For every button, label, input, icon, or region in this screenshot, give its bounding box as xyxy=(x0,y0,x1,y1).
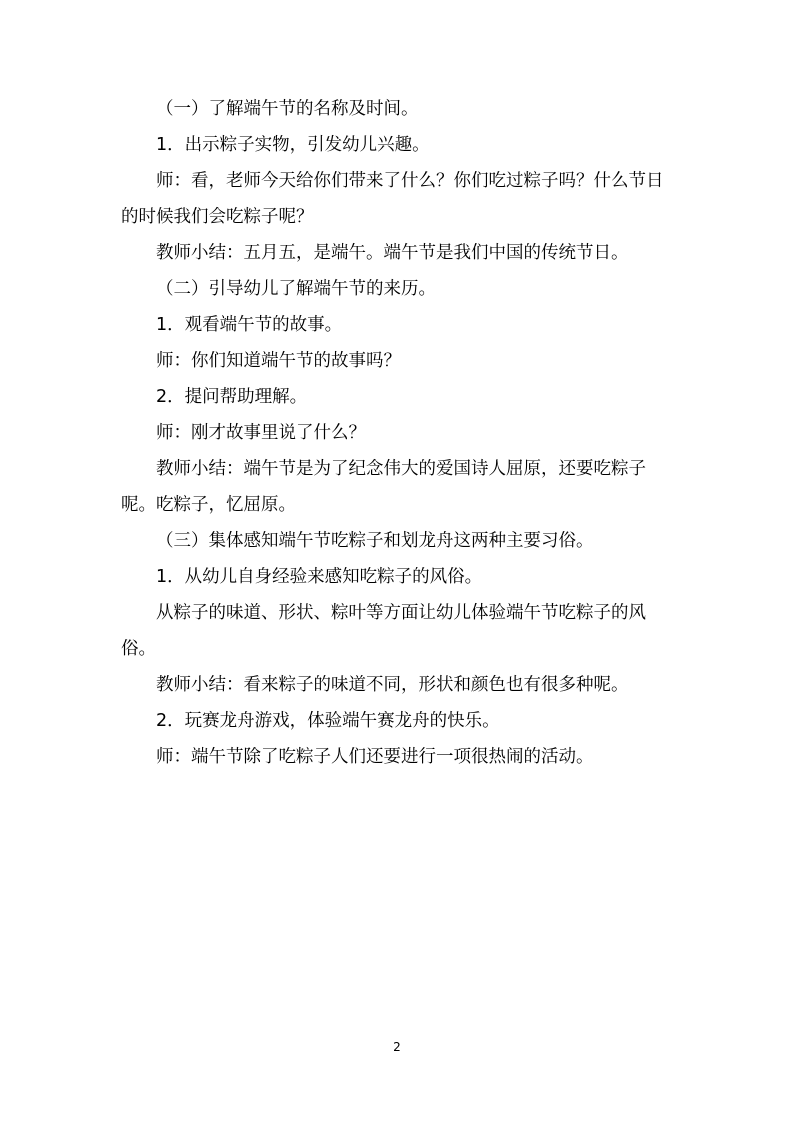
section-heading-1: （一）了解端午节的名称及时间。 xyxy=(156,99,419,119)
page-number: 2 xyxy=(393,1040,401,1054)
paragraph: 1．出示粽子实物，引发幼儿兴趣。 xyxy=(156,135,430,155)
section-heading-3: （三）集体感知端午节吃粽子和划龙舟这两种主要习俗。 xyxy=(156,531,594,551)
paragraph: 1．观看端午节的故事。 xyxy=(156,315,343,335)
paragraph: 师：看，老师今天给你们带来了什么？你们吃过粽子吗？什么节日的时候我们会吃粽子呢？ xyxy=(121,171,664,227)
paragraph: 从粽子的味道、形状、粽叶等方面让幼儿体验端午节吃粽子的风俗。 xyxy=(121,603,646,659)
paragraph: 教师小结：看来粽子的味道不同，形状和颜色也有很多种呢。 xyxy=(156,675,629,695)
paragraph: 教师小结：端午节是为了纪念伟大的爱国诗人屈原，还要吃粽子呢。吃粽子，忆屈原。 xyxy=(121,459,646,515)
paragraph: 1．从幼儿自身经验来感知吃粽子的风俗。 xyxy=(156,567,483,587)
paragraph: 师：你们知道端午节的故事吗？ xyxy=(156,351,401,371)
paragraph: 2．玩赛龙舟游戏，体验端午赛龙舟的快乐。 xyxy=(156,711,500,731)
paragraph: 师：端午节除了吃粽子人们还要进行一项很热闹的活动。 xyxy=(156,747,594,767)
paragraph: 师：刚才故事里说了什么？ xyxy=(156,423,366,443)
paragraph: 教师小结：五月五，是端午。端午节是我们中国的传统节日。 xyxy=(156,243,629,263)
paragraph: 2．提问帮助理解。 xyxy=(156,387,308,407)
section-heading-2: （二）引导幼儿了解端午节的来历。 xyxy=(156,279,436,299)
document-body xyxy=(121,91,675,775)
